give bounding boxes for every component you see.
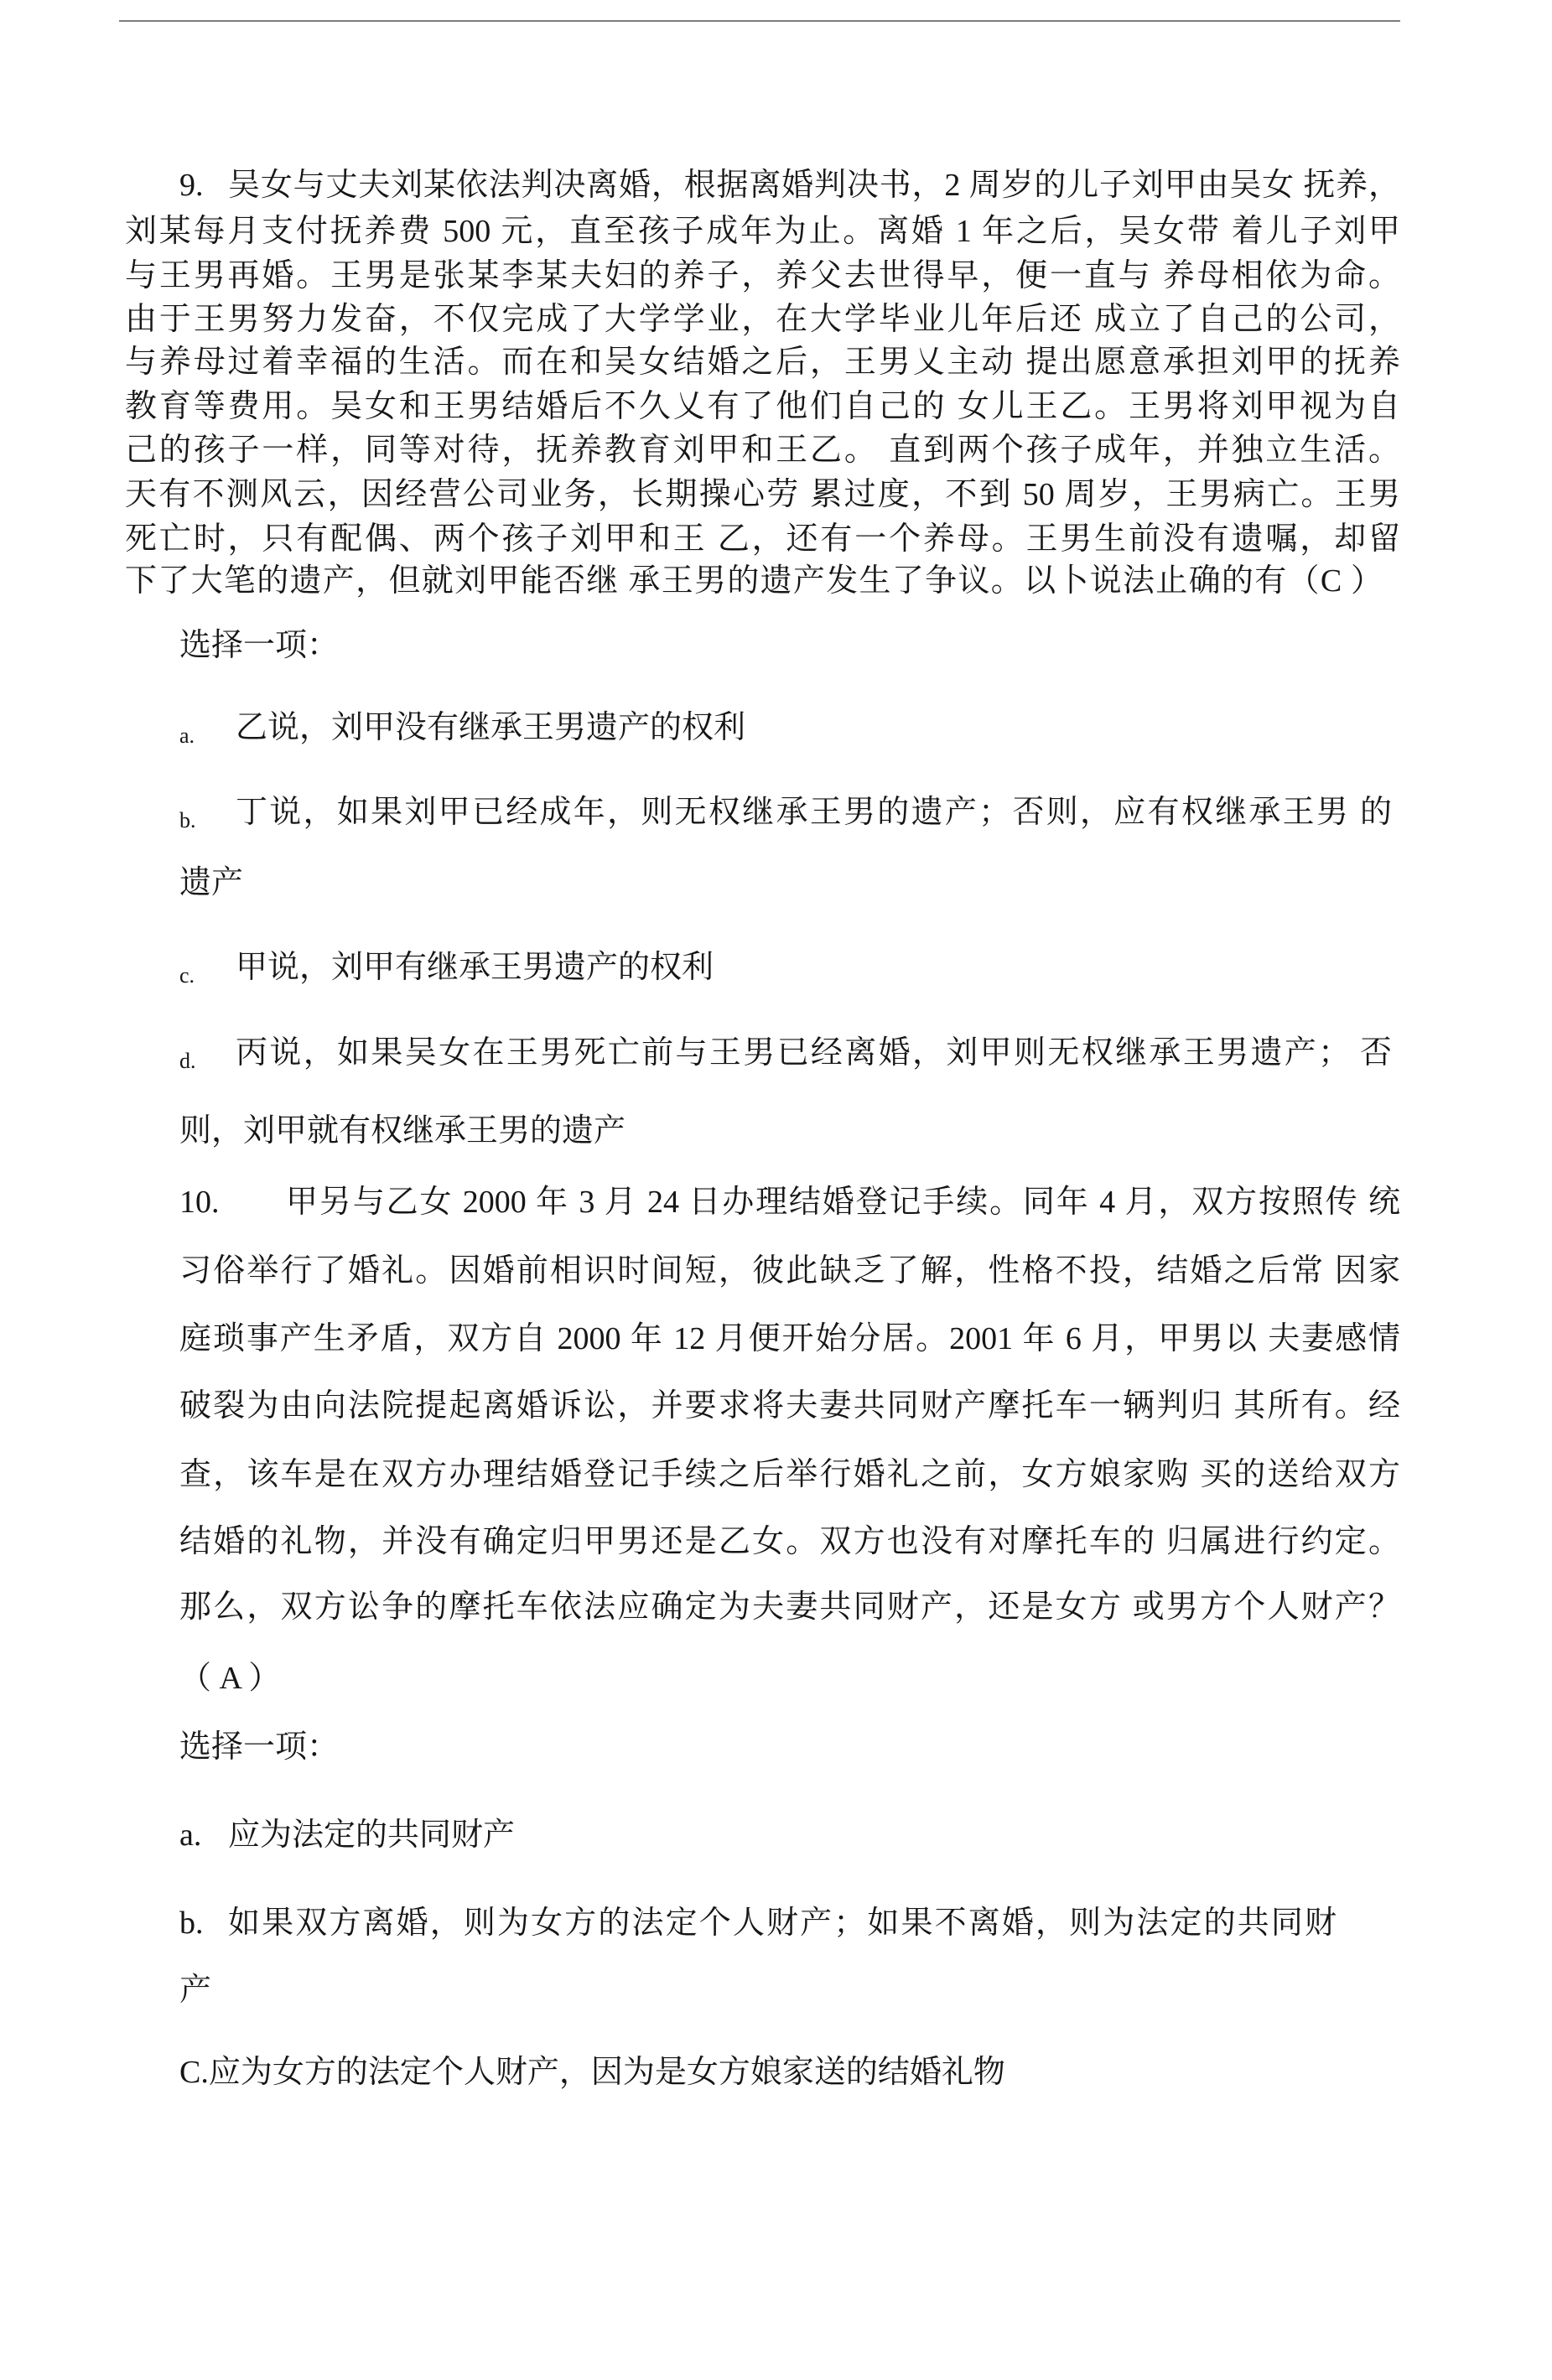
question-text-line: 与王男再婚。王男是张某李某夫妇的养子，养父去世得早，便一直与 养母相依为命。 [125, 258, 1400, 293]
question-text-line: 结婚的礼物，并没有确定归甲男还是乙女。双方也没有对摩托车的 归属进行约定。 [179, 1524, 1400, 1559]
option-text: 应为女方的法定个人财产，因为是女方娘家送的结婚礼物 [208, 2055, 1005, 2090]
option-label: a. [179, 1817, 202, 1853]
question-text-line: 庭琐事产生矛盾，双方自 2000 年 12 月便开始分居。2001 年 6 月，甲男以 夫妻感情 [179, 1321, 1400, 1356]
select-prompt: 选择一项： [179, 628, 340, 663]
question-text-line: 刘某每月支付抚养费 500 元，直至孩子成年为止。离婚 1 年之后，吴女带 着儿子刘甲 [125, 214, 1400, 249]
option-text: 丁说，如果刘甲已经成年，则无权继承王男的遗产；否则，应有权继承王男 的 [236, 795, 1392, 830]
question-text-line: 那么，双方讼争的摩托车依法应确定为夫妻共同财产，还是女方 或男方个人财产？ [179, 1589, 1400, 1625]
option-text: 乙说，刘甲没有继承王男遗产的权利 [236, 710, 746, 745]
question-text-line: 死亡时，只有配偶、两个孩子刘甲和王 乙，还有一个养母。王男生前没有遗嘱，却留 [125, 521, 1400, 557]
option-text-continued: 产 [179, 1973, 212, 2008]
option-text: 应为法定的共同财产 [228, 1817, 516, 1853]
question-text-line: 习俗举行了婚礼。因婚前相识时间短，彼此缺乏了解，性格不投，结婚之后常 因家 [179, 1253, 1400, 1289]
option-label: a. [179, 723, 195, 748]
option-label: d. [179, 1049, 196, 1073]
question-text-line: 甲另与乙女 2000 年 3 月 24 日办理结婚登记手续。同年 4 月，双方按照传 统 [286, 1185, 1400, 1220]
header-rule [119, 20, 1400, 22]
option-text: 甲说，刘甲有继承王男遗产的权利 [236, 950, 714, 985]
question-text-line: 教育等费用。吴女和王男结婚后不久乂有了他们自己的 女儿王乙。王男将刘甲视为自 [125, 389, 1400, 424]
question-text-line: 己的孩子一样，同等对待，抚养教育刘甲和王乙。 直到两个孩子成年，并独立生活。 [125, 433, 1400, 468]
option-label: b. [179, 808, 196, 832]
question-text-line: 查，该车是在双方办理结婚登记手续之后举行婚礼之前，女方娘家购 买的送给双方 [179, 1457, 1400, 1492]
option-c [179, 2051, 1005, 2094]
question-text-line: 下了大笔的遗产，但就刘甲能否继 承王男的遗产发生了争议。以卜说法止确的有（C ） [125, 563, 1383, 599]
question-text-line: 与养母过着幸福的生活。而在和吴女结婚之后，王男乂主动 提出愿意承担刘甲的抚养 [125, 345, 1400, 380]
option-label: c. [179, 963, 195, 988]
answer-marker: （ A ） [179, 1661, 281, 1696]
select-prompt: 选择一项： [179, 1729, 340, 1765]
question-text-line: 吴女与丈夫刘某依法判决离婚，根据离婚判决书，2 周岁的儿子刘甲由吴女 抚养， [228, 168, 1400, 203]
option-label: C. [179, 2055, 209, 2090]
option-text-continued: 遗产 [179, 865, 244, 900]
question-text-line: 由于王男努力发奋，不仅完成了大学学业，在大学毕业儿年后还 成立了自己的公司， [125, 302, 1400, 337]
option-label: b. [179, 1906, 204, 1941]
question-number: 9. [179, 168, 204, 203]
question-text-line: 天有不测风云，因经营公司业务，长期操心劳 累过度，不到 50 周岁，王男病亡。王男 [125, 477, 1400, 512]
question-number: 10. [179, 1185, 220, 1220]
option-text: 丙说，如果吴女在王男死亡前与王男已经离婚，刘甲则无权继承王男遗产； 否 [236, 1035, 1392, 1071]
option-text-continued: 则，刘甲就有权继承王男的遗产 [179, 1113, 626, 1149]
option-text: 如果双方离婚，则为女方的法定个人财产；如果不离婚，则为法定的共同财 [228, 1906, 1337, 1941]
question-text-line: 破裂为由向法院提起离婚诉讼，并要求将夫妻共同财产摩托车一辆判归 其所有。经 [179, 1388, 1400, 1423]
